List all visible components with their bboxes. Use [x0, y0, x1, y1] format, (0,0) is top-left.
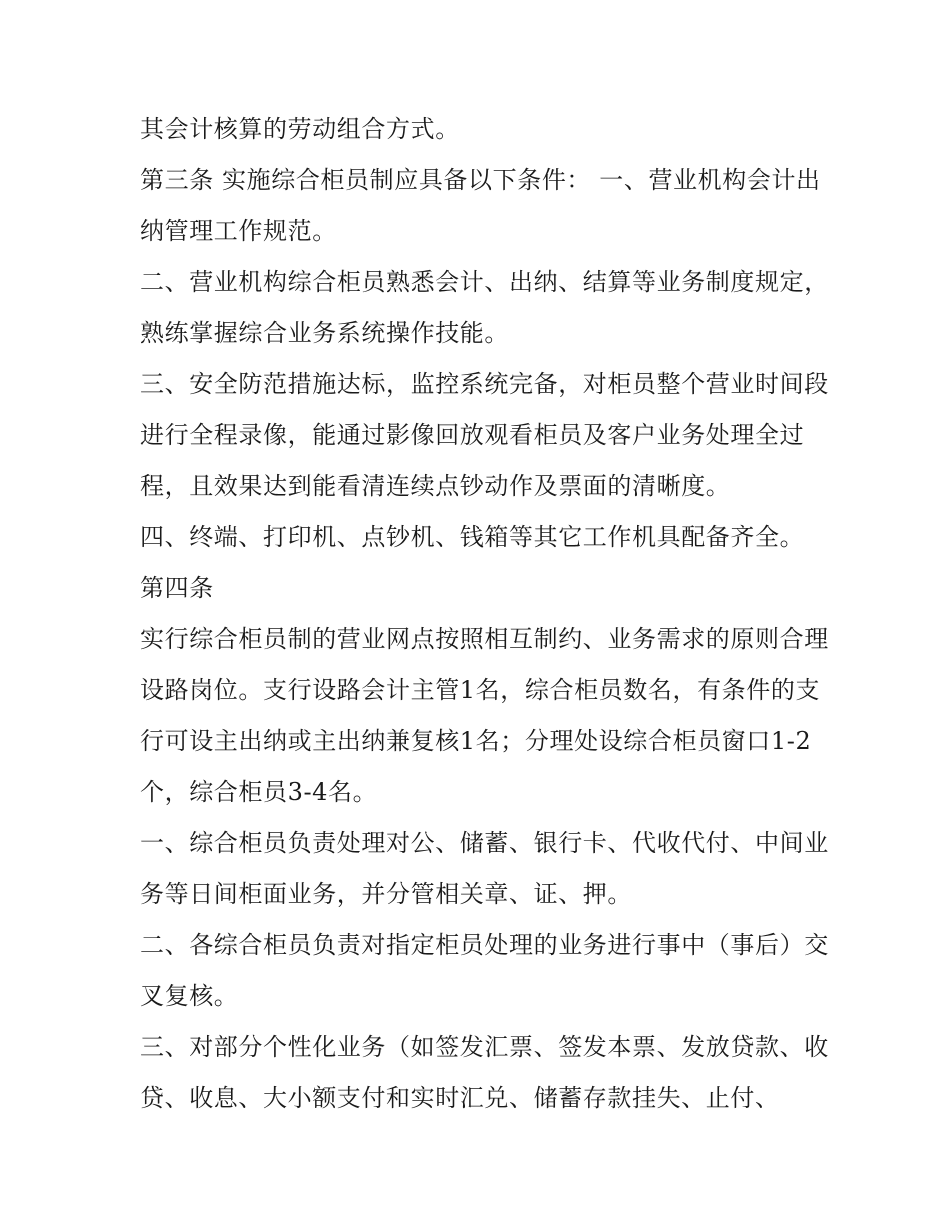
- document-body: [140, 104, 830, 1124]
- paragraph-article-3: 第三条 实施综合柜员制应具备以下条件： 一、营业机构会计出纳管理工作规范。: [140, 166, 821, 245]
- paragraph-duty-1: 一、综合柜员负责处理对公、储蓄、银行卡、代收代付、中间业务等日间柜面业务，并分管相关章、证、押。: [140, 829, 829, 908]
- paragraph-1: 其会计核算的劳动组合方式。: [140, 115, 460, 143]
- paragraph-condition-4: 四、终端、打印机、点钞机、钱箱等其它工作机具配备齐全。: [140, 523, 805, 551]
- paragraph-condition-2: 二、营业机构综合柜员熟悉会计、出纳、结算等业务制度规定，熟练掌握综合业务系统操作技能。: [140, 268, 829, 347]
- paragraph-duty-2: 二、各综合柜员负责对指定柜员处理的业务进行事中（事后）交叉复核。: [140, 931, 829, 1010]
- paragraph-condition-3: 三、安全防范措施达标，监控系统完备，对柜员整个营业时间段进行全程录像，能通过影像回放观看柜员及客户业务处理全过程，且效果达到能看清连续点钞动作及票面的清晰度。: [140, 370, 829, 500]
- paragraph-article-4-body: 实行综合柜员制的营业网点按照相互制约、业务需求的原则合理设路岗位。支行设路会计主管1名，综合柜员数名，有条件的支行可设主出纳或主出纳兼复核1名；分理处设综合柜员窗口1-2个，综合柜员3-4名。: [140, 625, 829, 806]
- paragraph-duty-3: 三、对部分个性化业务（如签发汇票、签发本票、发放贷款、收贷、收息、大小额支付和实时汇兑、储蓄存款挂失、止付、: [140, 1033, 829, 1112]
- heading-article-4: 第四条: [140, 574, 214, 602]
